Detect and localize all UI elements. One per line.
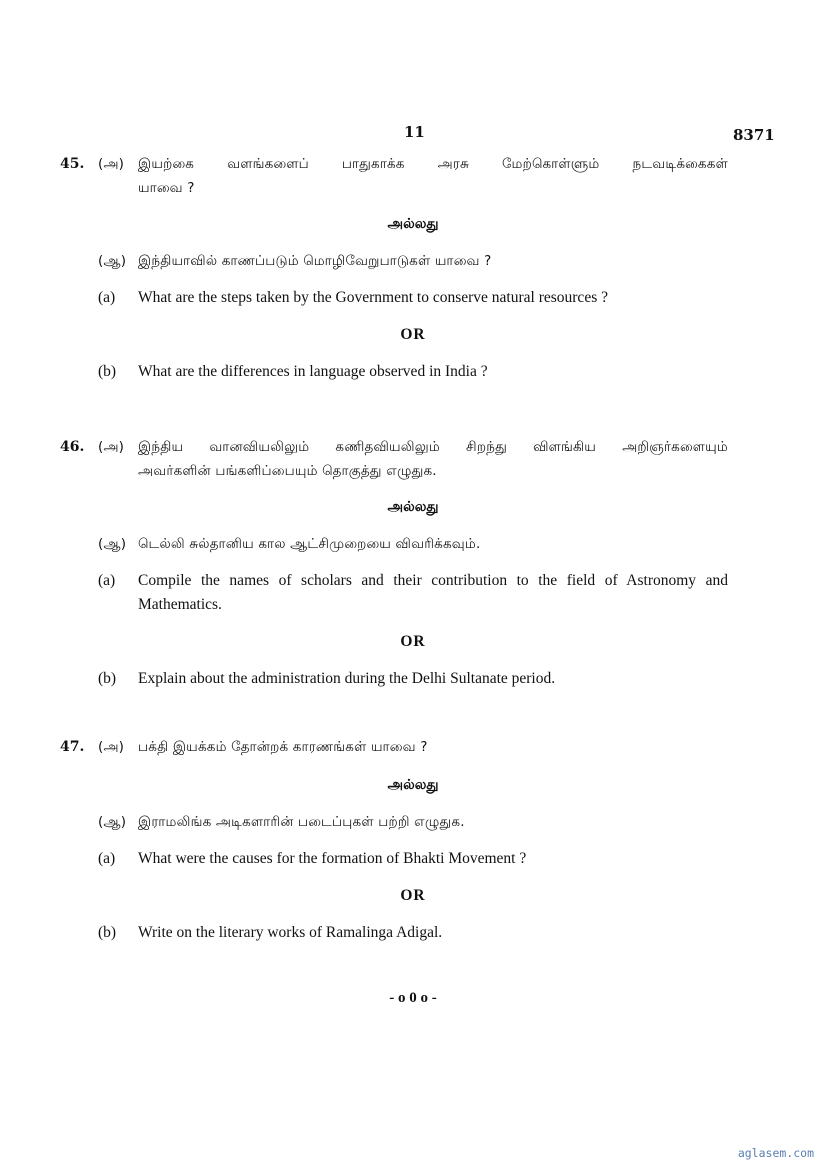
- page-number: 11: [404, 123, 425, 141]
- option-a-tamil-marker: (அ): [98, 156, 125, 172]
- option-b-english-marker: (b): [98, 670, 117, 687]
- or-separator-tamil: அல்லது: [387, 777, 439, 793]
- question-number: 46.: [60, 439, 85, 455]
- or-separator-english: OR: [400, 887, 426, 904]
- end-mark: - o 0 o -: [389, 990, 437, 1006]
- or-separator-english: OR: [400, 633, 426, 650]
- option-a-english-marker: (a): [98, 289, 116, 306]
- option-a-english-marker: (a): [98, 572, 116, 589]
- option-a-english-line1: What are the steps taken by the Government to conserve natural resources ?: [138, 289, 608, 306]
- option-b-tamil-text: டெல்லி சுல்தானிய கால ஆட்சிமுறையை விவரிக்கவும்.: [138, 536, 481, 552]
- option-b-english-text: What are the differences in language observed in India ?: [138, 363, 488, 380]
- option-a-tamil-line2: அவர்களின் பங்களிப்பையும் தொகுத்து எழுதுக.: [138, 463, 437, 479]
- watermark: aglasem.com: [737, 1146, 814, 1160]
- option-b-tamil-text: இந்தியாவில் காணப்படும் மொழிவேறுபாடுகள் யாவை ?: [138, 253, 492, 269]
- option-b-english-marker: (b): [98, 363, 117, 380]
- or-separator-english: OR: [400, 326, 426, 343]
- option-a-tamil-marker: (அ): [98, 739, 125, 755]
- or-separator-tamil: அல்லது: [387, 499, 439, 515]
- or-separator-tamil: அல்லது: [387, 216, 439, 232]
- option-a-tamil-marker: (அ): [98, 439, 125, 455]
- option-a-english-marker: (a): [98, 850, 116, 867]
- option-b-tamil-marker: (ஆ): [98, 253, 127, 269]
- question-number: 47.: [60, 739, 85, 755]
- paper-code: 8371: [733, 126, 775, 144]
- option-a-tamil-line1: இந்திய வானவியலிலும் கணிதவியலிலும் சிறந்து விளங்கிய அறிஞர்களையும்: [138, 439, 728, 455]
- option-b-english-text: Explain about the administration during the Delhi Sultanate period.: [138, 670, 556, 687]
- option-a-tamil-line1: இயற்கை வளங்களைப் பாதுகாக்க அரசு மேற்கொள்ளும் நடவடிக்கைகள்: [138, 156, 728, 172]
- option-b-tamil-text: இராமலிங்க அடிகளாரின் படைப்புகள் பற்றி எழுதுக.: [138, 814, 465, 830]
- option-a-english-line1: What were the causes for the formation of Bhakti Movement ?: [138, 850, 527, 867]
- option-b-tamil-marker: (ஆ): [98, 814, 127, 830]
- question-number: 45.: [60, 156, 85, 172]
- option-a-tamil-line2: யாவை ?: [138, 180, 195, 196]
- option-b-english-text: Write on the literary works of Ramalinga Adigal.: [138, 924, 443, 941]
- option-b-tamil-marker: (ஆ): [98, 536, 127, 552]
- option-a-english-line2: Mathematics.: [138, 596, 222, 613]
- option-b-english-marker: (b): [98, 924, 117, 941]
- option-a-tamil-line1: பக்தி இயக்கம் தோன்றக் காரணங்கள் யாவை ?: [138, 739, 428, 755]
- option-a-english-line1: Compile the names of scholars and their contribution to the field of Astronomy and: [138, 572, 728, 589]
